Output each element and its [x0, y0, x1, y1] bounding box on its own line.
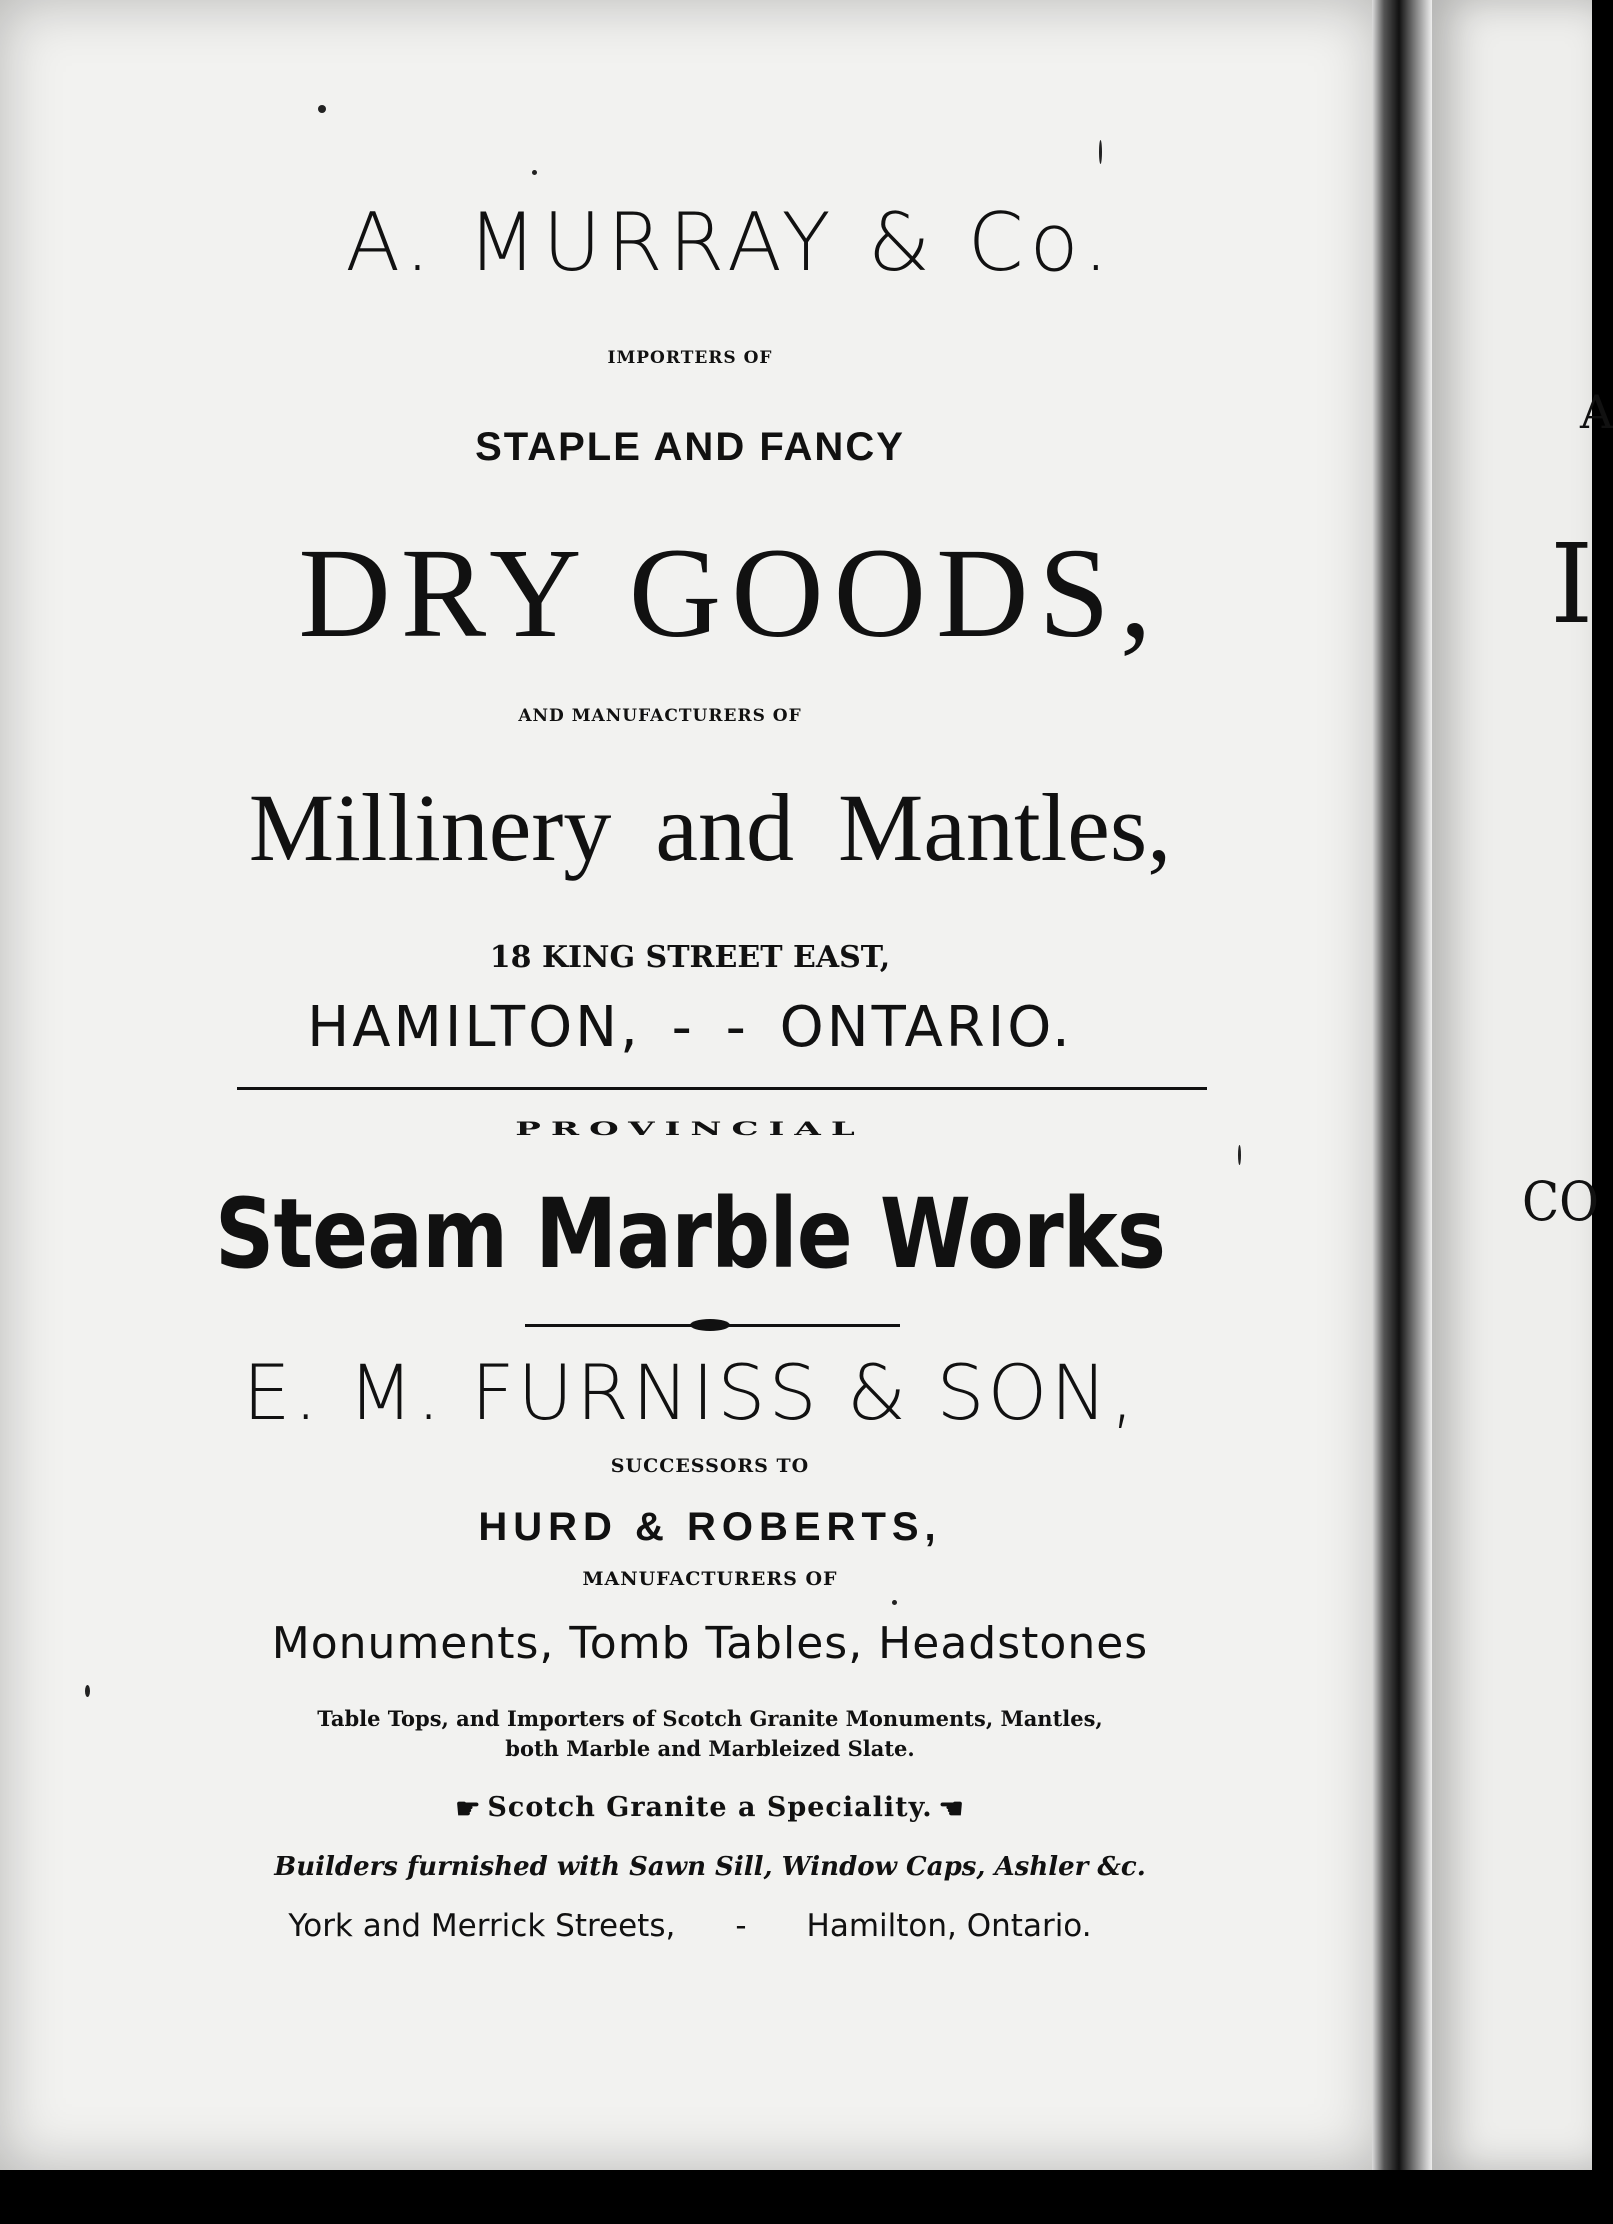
steam-marble-works-heading: Steam Marble Works [214, 1178, 1166, 1290]
manufacturers-line: AND MANUFACTURERS OF [518, 706, 802, 726]
table-tops-line-1: Table Tops, and Importers of Scotch Granite Monuments, Mantles, [317, 1706, 1103, 1731]
facing-page-fragment: A [1580, 385, 1613, 439]
dry-goods-heading: DRY GOODS, [298, 522, 1162, 664]
scan-border [0, 2170, 1592, 2224]
successors-line: SUCCESSORS TO [610, 1455, 810, 1477]
pointing-hand-right-icon: ☛ [455, 1792, 482, 1825]
importers-line: IMPORTERS OF [607, 348, 773, 368]
facing-page-fragment: I [1550, 520, 1594, 648]
staple-fancy-line: STAPLE AND FANCY [475, 425, 905, 469]
table-tops-text [20, 1704, 1400, 1764]
manufacturers-line-2: MANUFACTURERS OF [582, 1568, 838, 1590]
speck [1238, 1145, 1241, 1165]
speck [318, 105, 326, 113]
provincial-heading: PROVINCIAL [515, 1118, 865, 1140]
millinery-heading: Millinery and Mantles, [248, 774, 1172, 881]
street-address: 18 KING STREET EAST, [489, 940, 891, 975]
furniss-firm-name: E. M. FURNISS & SON, [242, 1348, 1138, 1437]
table-tops-line-2: both Marble and Marbleized Slate. [505, 1736, 915, 1761]
specialty-line [20, 1792, 1400, 1825]
divider-rule [237, 1087, 1207, 1090]
predecessor-firm: HURD & ROBERTS, [478, 1505, 942, 1549]
facing-page [1432, 0, 1613, 2170]
facing-page-fragment: CO [1522, 1170, 1600, 1233]
speck [1099, 140, 1102, 164]
page-binding-gutter [1372, 0, 1432, 2224]
ornamental-rule-center [690, 1319, 730, 1331]
speck [532, 170, 537, 175]
builders-line: Builders furnished with Sawn Sill, Window Caps, Ashler &c. [274, 1852, 1146, 1882]
murray-firm-name: A. MURRAY & Co. [345, 196, 1115, 289]
address-separator: - [735, 1908, 747, 1944]
address-line [0, 1908, 1380, 1944]
speck [85, 1685, 90, 1697]
address-right: Hamilton, Ontario. [806, 1908, 1092, 1944]
pointing-hand-left-icon: ☚ [938, 1792, 965, 1825]
city-line: HAMILTON, - - ONTARIO. [307, 995, 1073, 1060]
speck [892, 1600, 897, 1605]
specialty-text: Scotch Granite a Speciality. [487, 1792, 933, 1823]
products-line: Monuments, Tomb Tables, Headstones [271, 1618, 1149, 1669]
address-left: York and Merrick Streets, [288, 1908, 676, 1944]
